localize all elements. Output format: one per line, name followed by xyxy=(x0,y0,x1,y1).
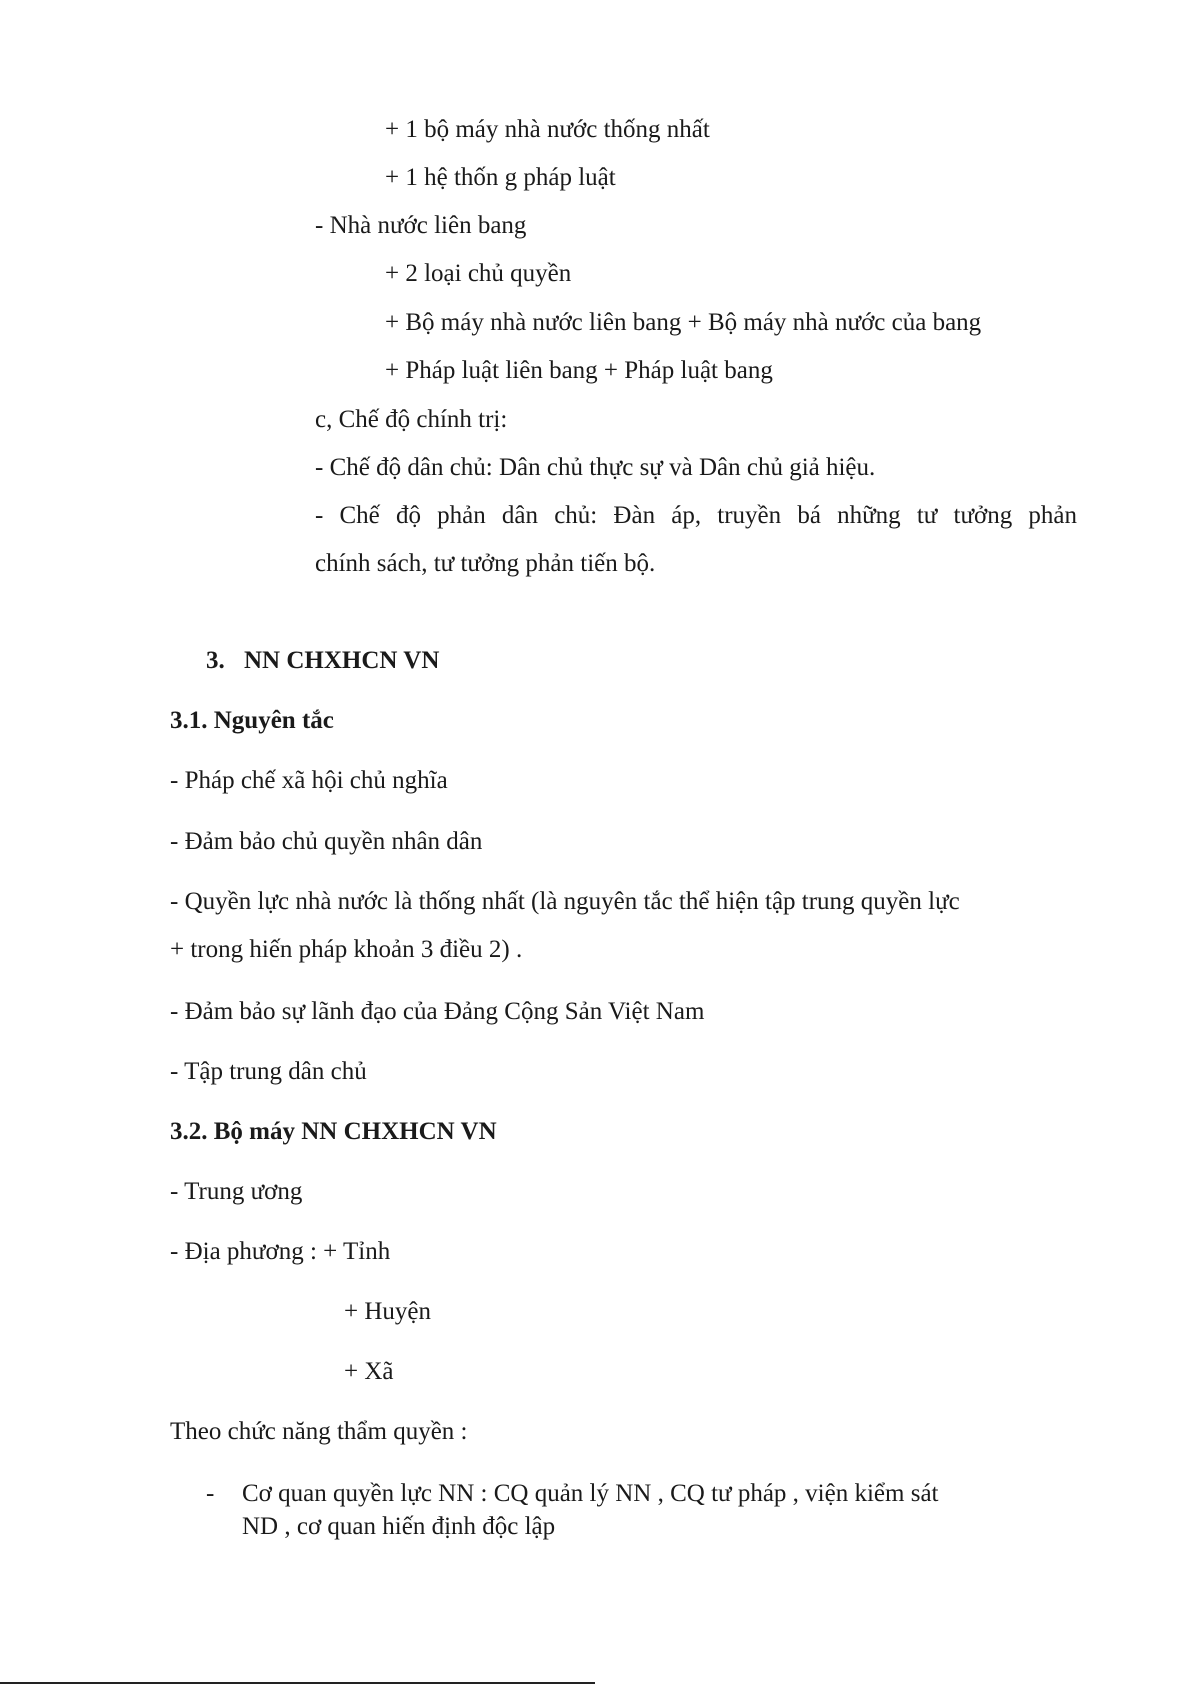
bullet-line2: ND , cơ quan hiến định độc lập xyxy=(242,1513,556,1540)
federal-item-apparatus: + Bộ máy nhà nước liên bang + Bộ máy nhà nước của bang xyxy=(385,309,982,336)
principle-unified-power-line1: - Quyền lực nhà nước là thống nhất (là nguyên tắc thể hiện tập trung quyền lực xyxy=(170,888,960,915)
section-3-1-title: 3.1. Nguyên tắc xyxy=(170,707,334,734)
principle-people-sovereignty: - Đảm bảo chủ quyền nhân dân xyxy=(170,828,483,855)
political-regime-heading: c, Chế độ chính trị: xyxy=(315,406,508,433)
principle-socialist-legality: - Pháp chế xã hội chủ nghĩa xyxy=(170,767,448,794)
federal-item-sovereignty: + 2 loại chủ quyền xyxy=(385,260,572,287)
apparatus-central: - Trung ương xyxy=(170,1178,303,1205)
bullet-marker: - xyxy=(206,1480,215,1507)
apparatus-local-commune: + Xã xyxy=(344,1358,394,1385)
section-3-number: 3. xyxy=(206,647,225,674)
anti-democratic-regime-line2: chính sách, tư tưởng phản tiến bộ. xyxy=(315,550,656,577)
anti-democratic-regime-line1: - Chế độ phản dân chủ: Đàn áp, truyền bá những tư tưởng phản xyxy=(315,502,1077,529)
federal-state-heading: - Nhà nước liên bang xyxy=(315,212,527,239)
section-3-title: NN CHXHCN VN xyxy=(244,647,440,674)
principle-democratic-centralism: - Tập trung dân chủ xyxy=(170,1058,367,1085)
apparatus-local-district: + Huyện xyxy=(344,1298,431,1325)
principle-party-leadership: - Đảm bảo sự lãnh đạo của Đảng Cộng Sản Việt Nam xyxy=(170,998,705,1025)
unitary-item-apparatus: + 1 bộ máy nhà nước thống nhất xyxy=(385,116,710,143)
by-function-heading: Theo chức năng thẩm quyền : xyxy=(170,1418,468,1445)
unitary-item-legal-system: + 1 hệ thốn g pháp luật xyxy=(385,164,616,191)
section-3-2-title: 3.2. Bộ máy NN CHXHCN VN xyxy=(170,1118,497,1145)
apparatus-local: - Địa phương : + Tỉnh xyxy=(170,1238,391,1265)
federal-item-law: + Pháp luật liên bang + Pháp luật bang xyxy=(385,357,773,384)
bullet-line1: Cơ quan quyền lực NN : CQ quản lý NN , CQ tư pháp , viện kiểm sát xyxy=(242,1480,939,1507)
footnote-separator xyxy=(0,1682,595,1684)
principle-unified-power-line2: + trong hiến pháp khoản 3 điều 2) . xyxy=(170,936,523,963)
democratic-regime: - Chế độ dân chủ: Dân chủ thực sự và Dân chủ giả hiệu. xyxy=(315,454,876,481)
